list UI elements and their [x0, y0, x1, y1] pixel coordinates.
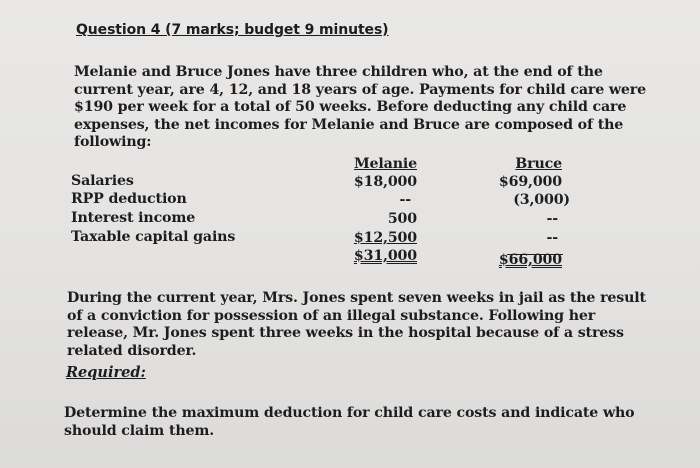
column-header-melanie: Melanie [354, 156, 417, 172]
bruce-total: $66,000 [498, 252, 562, 268]
melanie-interest: 500 [387, 211, 417, 227]
melanie-salaries: $18,000 [353, 174, 417, 190]
row-label-capital-gains: Taxable capital gains [71, 229, 236, 245]
bruce-interest: -- [546, 211, 558, 227]
question-heading: Question 4 (7 marks; budget 9 minutes) [76, 22, 389, 38]
melanie-total: $31,000 [353, 248, 417, 264]
melanie-capital-gains: $12,500 [353, 230, 417, 246]
column-header-bruce: Bruce [515, 156, 562, 172]
row-label-interest: Interest income [71, 210, 196, 226]
row-label-rpp: RPP deduction [71, 191, 187, 207]
task-paragraph: Determine the maximum deduction for child care costs and indicate who should claim them. [64, 405, 635, 439]
narrative-paragraph: During the current year, Mrs. Jones spent seven weeks in jail as the result of a conviction for possession of an illegal substance. Following her release, Mr. Jones spent three weeks in the hospital because of a stress related disorder. [67, 290, 646, 359]
bruce-salaries: $69,000 [498, 174, 562, 190]
required-label: Required: [66, 364, 146, 381]
melanie-rpp: -- [399, 192, 411, 208]
row-label-salaries: Salaries [71, 173, 134, 189]
bruce-capital-gains: -- [546, 230, 558, 246]
intro-paragraph: Melanie and Bruce Jones have three children who, at the end of the current year, are 4, 12, and 18 years of age. Payments for child care were $190 per week for a total of 50 weeks. Before deducting any child care expenses, the net incomes for Melanie and Bruce are composed of the following: [74, 64, 647, 150]
bruce-rpp: (3,000) [513, 192, 570, 208]
